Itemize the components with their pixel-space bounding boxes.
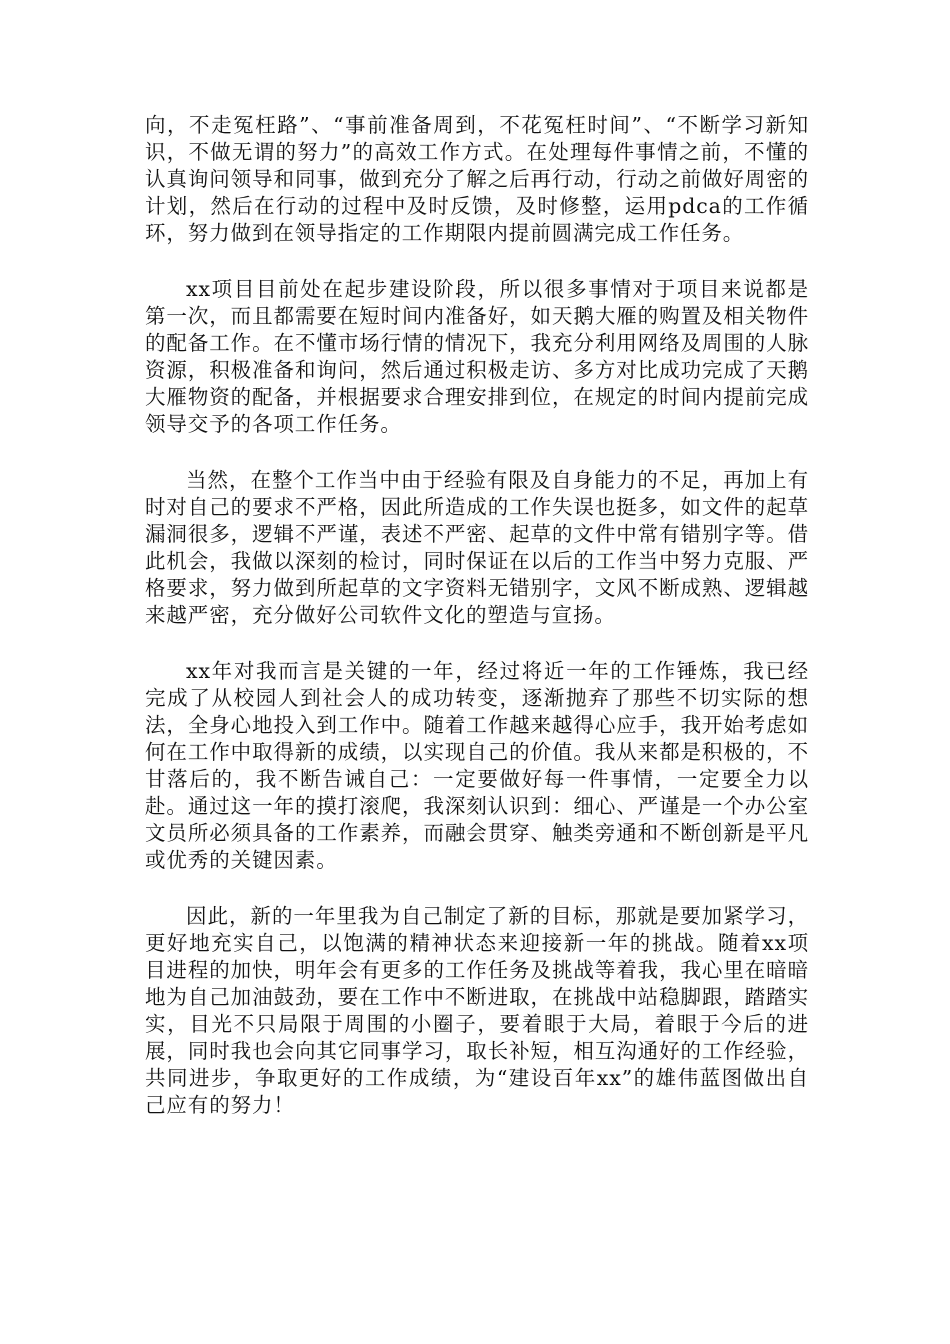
paragraph-project-start: xx项目目前处在起步建设阶段，所以很多事情对于项目来说都是第一次，而且都需要在短时间内准备好，如天鹅大雁的购置及相关物件的配备工作。在不懂市场行情的情况下，我充分利用网络及周围的人脉资源，积极准备和询问，然后通过积极走访、多方对比成功完成了天鹅大雁物资的配备，并根据要求合理安排到位，在规定的时间内提前完成领导交予的各项工作任务。 <box>145 277 809 436</box>
document-page <box>145 112 809 1148</box>
paragraph-new-goals: 因此，新的一年里我为自己制定了新的目标，那就是要加紧学习，更好地充实自己，以饱满的精神状态来迎接新一年的挑战。随着xx项目进程的加快，明年会有更多的工作任务及挑战等着我，我心里在暗暗地为自己加油鼓劲，要在工作中不断进取，在挑战中站稳脚跟，踏踏实实，目光不只局限于周围的小圈子，要着眼于大局，着眼于今后的进展，同时我也会向其它同事学习，取长补短，相互沟通好的工作经验，共同进步，争取更好的工作成绩，为“建设百年xx”的雄伟蓝图做出自己应有的努力！ <box>145 904 809 1117</box>
paragraph-key-year: xx年对我而言是关键的一年，经过将近一年的工作锤炼，我已经完成了从校园人到社会人的成功转变，逐渐抛弃了那些不切实际的想法，全身心地投入到工作中。随着工作越来越得心应手，我开始考虑如何在工作中取得新的成绩，以实现自己的价值。我从来都是积极的，不甘落后的，我不断告诫自己：一定要做好每一件事情，一定要全力以赴。通过这一年的摸打滚爬，我深刻认识到：细心、严谨是一个办公室文员所必须具备的工作素养，而融会贯穿、触类旁通和不断创新是平凡或优秀的关键因素。 <box>145 659 809 872</box>
paragraph-continued: 向，不走冤枉路”、“事前准备周到，不花冤枉时间”、“不断学习新知识，不做无谓的努力”的高效工作方式。在处理每件事情之前，不懂的认真询问领导和同事，做到充分了解之后再行动，行动之前做好周密的计划，然后在行动的过程中及时反馈，及时修整，运用pdca的工作循环，努力做到在领导指定的工作期限内提前圆满完成工作任务。 <box>145 113 809 245</box>
paragraph-shortcomings: 当然，在整个工作当中由于经验有限及自身能力的不足，再加上有时对自己的要求不严格，因此所造成的工作失误也挺多，如文件的起草漏洞很多，逻辑不严谨，表述不严密、起草的文件中常有错别字等。借此机会，我做以深刻的检讨，同时保证在以后的工作当中努力克服、严格要求，努力做到所起草的文字资料无错别字，文风不断成熟、逻辑越来越严密，充分做好公司软件文化的塑造与宣扬。 <box>145 468 809 627</box>
